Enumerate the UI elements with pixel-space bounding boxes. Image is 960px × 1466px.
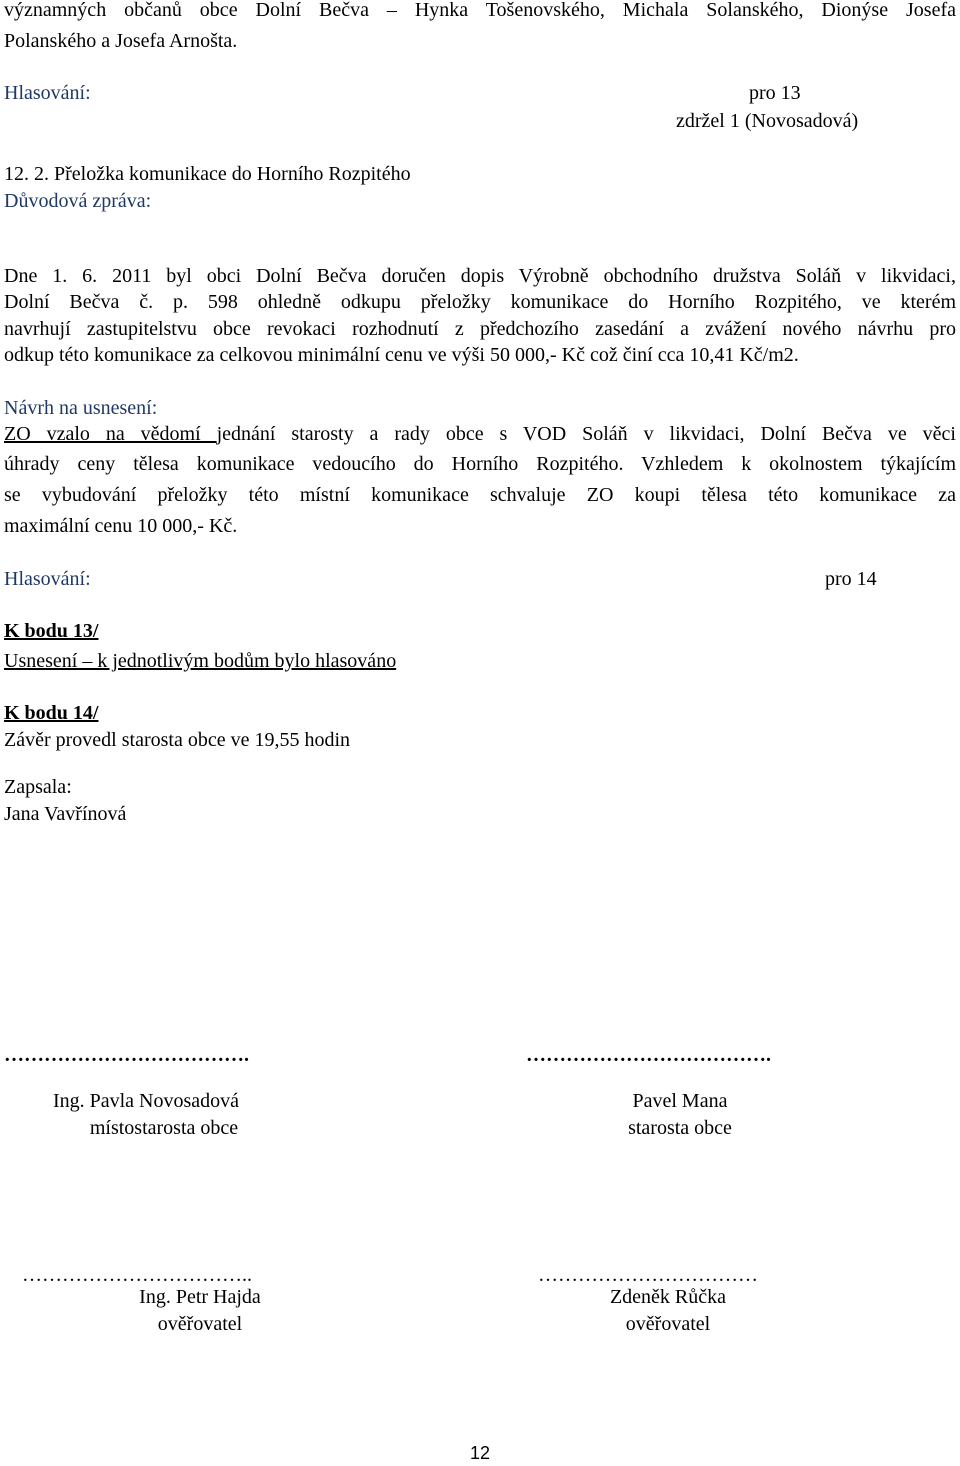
- proposal-rest: jednání starosty a rady obce s VOD Soláň v likvidaci, Dolní Bečva ve věci: [216, 423, 956, 445]
- signature-name-left-bottom: Ing. Petr Hajda: [139, 1286, 261, 1308]
- signature-dots-left-top: ……………………………….: [4, 1044, 249, 1066]
- signature-dots-right-bottom: ……………………………: [538, 1264, 758, 1286]
- point14-heading: K bodu 14/: [4, 702, 99, 724]
- item-title: 12. 2. Přeložka komunikace do Horního Rozpitého: [4, 163, 411, 185]
- report-line-1: Dne 1. 6. 2011 byl obci Dolní Bečva doručen dopis Výrobně obchodního družstva Soláň v likvidaci,: [4, 265, 956, 287]
- intro-line-2: Polanského a Josefa Arnošta.: [4, 30, 238, 52]
- proposal-underlined: ZO vzalo na vědomí: [4, 423, 217, 445]
- signature-dots-left-bottom: ……………………………..: [22, 1264, 252, 1286]
- intro-line-1: významných občanů obce Dolní Bečva – Hynka Tošenovského, Michala Solanského, Dionýse Josefa: [4, 0, 956, 21]
- point13-heading: K bodu 13/: [4, 620, 99, 642]
- report-label: Důvodová zpráva:: [4, 190, 152, 212]
- report-line-3: navrhují zastupitelstvu obce revokaci rozhodnutí z předchozího zasedání a zvážení nového návrhu pro: [4, 318, 956, 340]
- proposal-line-2: úhrady ceny tělesa komunikace vedoucího do Horního Rozpitého. Vzhledem k okolnostem týkajícím: [4, 453, 956, 475]
- vote2-for: pro 14: [825, 568, 877, 590]
- point14-text: Závěr provedl starosta obce ve 19,55 hodin: [4, 729, 351, 751]
- signature-role-right-top: starosta obce: [628, 1117, 732, 1139]
- page-number: 12: [469, 1443, 491, 1463]
- recorder-name: Jana Vavřínová: [4, 803, 127, 825]
- signature-name-right-bottom: Zdeněk Růčka: [609, 1286, 727, 1308]
- vote-abstain: zdržel 1 (Novosadová): [676, 110, 859, 132]
- proposal-label: Návrh na usnesení:: [4, 397, 158, 419]
- signature-role-right-bottom: ověřovatel: [625, 1313, 711, 1335]
- vote-label: Hlasování:: [4, 82, 91, 104]
- proposal-line-3: se vybudování přeložky této místní komunikace schvaluje ZO koupi tělesa této komunikace za: [4, 484, 956, 506]
- report-line-2: Dolní Bečva č. p. 598 ohledně odkupu přeložky komunikace do Horního Rozpitého, ve kterém: [4, 291, 956, 313]
- point13-text: Usnesení – k jednotlivým bodům bylo hlasováno: [4, 650, 397, 672]
- signature-name-left-top: Ing. Pavla Novosadová: [52, 1090, 240, 1112]
- proposal-line-4: maximální cenu 10 000,- Kč.: [4, 515, 238, 537]
- vote2-label: Hlasování:: [4, 568, 91, 590]
- recorder-label: Zapsala:: [4, 776, 72, 798]
- signature-name-right-top: Pavel Mana: [632, 1090, 728, 1112]
- signature-dots-right-top: ……………………………….: [526, 1044, 771, 1066]
- report-line-4: odkup této komunikace za celkovou minimální cenu ve výši 50 000,- Kč což činí cca 10,41 Kč/m2.: [4, 344, 799, 366]
- vote-for: pro 13: [749, 82, 801, 104]
- signature-role-left-bottom: ověřovatel: [157, 1313, 243, 1335]
- signature-role-left-top: místostarosta obce: [89, 1117, 239, 1139]
- proposal-line-1: [4, 421, 956, 447]
